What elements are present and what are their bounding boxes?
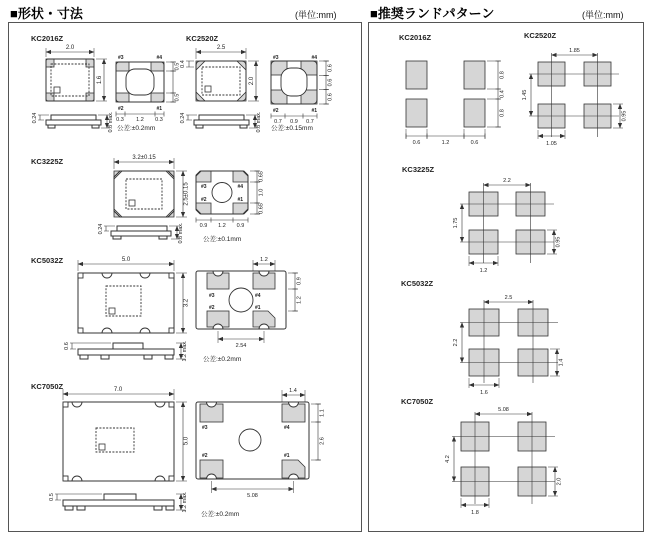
dim-side: 1.2 max. bbox=[182, 340, 188, 362]
dim-side: 0.8 max. bbox=[108, 111, 114, 133]
dim-height: 2.0 bbox=[249, 76, 255, 86]
kc7050z-land-label: KC7050Z bbox=[401, 397, 434, 406]
kc2016z-bottom-view bbox=[116, 62, 176, 117]
dim-side: 0.24 bbox=[180, 112, 186, 124]
dim-pad: 0.5 bbox=[174, 93, 181, 102]
pin-label: #4 bbox=[311, 55, 317, 61]
kc7050z-section bbox=[31, 382, 326, 518]
pin-label: #1 bbox=[284, 453, 290, 459]
dim-land: 0.6 bbox=[470, 140, 479, 146]
pin-label: #1 bbox=[255, 305, 261, 311]
dim-height: 2.5±0.15 bbox=[183, 182, 190, 206]
kc2016z-land-geometry bbox=[406, 61, 501, 139]
dim-pad: 0.9 bbox=[296, 277, 303, 285]
dim-width: 2.5 bbox=[216, 45, 226, 51]
pin-label: #2 bbox=[202, 453, 208, 459]
kc5032z-section bbox=[31, 256, 303, 363]
kc2016z-section bbox=[31, 34, 181, 133]
kc2520z-bottom-view bbox=[271, 61, 329, 119]
land-pattern-panel bbox=[368, 22, 644, 532]
kc5032z-side-view bbox=[70, 343, 185, 359]
tolerance-note: 公差:±0.2mm bbox=[203, 356, 242, 363]
kc5032z-land-geometry bbox=[460, 300, 560, 388]
tolerance-note: 公差:±0.2mm bbox=[117, 125, 156, 132]
kc2016z-top-view bbox=[46, 48, 107, 101]
dim-pad: 0.7 bbox=[274, 119, 282, 125]
kc7050z-bottom-view bbox=[196, 390, 321, 493]
dim-side: 0.8 max. bbox=[256, 111, 262, 133]
kc2016z-label: KC2016Z bbox=[31, 34, 64, 43]
kc2520z-land-geometry bbox=[529, 53, 623, 139]
land-pattern-drawing bbox=[369, 23, 643, 531]
kc5032z-land-section bbox=[401, 279, 565, 396]
pin-label: #4 bbox=[156, 55, 162, 61]
dim-land: 1.8 bbox=[471, 510, 479, 516]
kc2520z-side-view bbox=[186, 115, 258, 128]
dim-land: 1.2 bbox=[441, 140, 450, 146]
dim-pad: 1.2 bbox=[260, 257, 268, 263]
pin-label: #2 bbox=[201, 197, 207, 203]
land-unit-note: (単位:mm) bbox=[582, 10, 624, 20]
tolerance-note: 公差:±0.2mm bbox=[201, 511, 240, 518]
kc7050z-top-view bbox=[63, 389, 187, 481]
dim-pad: 0.7 bbox=[306, 119, 314, 125]
dim-land: 0.6 bbox=[412, 140, 421, 146]
pin-label: #2 bbox=[273, 108, 279, 114]
dim-pad: 0.9 bbox=[290, 119, 298, 125]
dim-pad: 0.9 bbox=[236, 223, 245, 229]
pin-label: #3 bbox=[202, 425, 208, 431]
pin-label: #1 bbox=[311, 108, 317, 114]
kc2520z-land-section bbox=[522, 31, 628, 147]
dim-land: 1.4 bbox=[558, 358, 565, 367]
dim-pad: 2.6 bbox=[319, 437, 326, 445]
dim-side: 0.5 bbox=[49, 493, 55, 501]
kc2520z-land-label: KC2520Z bbox=[524, 31, 557, 40]
dim-land: 2.5 bbox=[504, 295, 513, 301]
dim-land: 1.6 bbox=[480, 390, 488, 396]
pin-label: #3 bbox=[201, 184, 207, 190]
dim-land: 2.0 bbox=[556, 477, 563, 486]
pin-label: #3 bbox=[273, 55, 279, 61]
shape-unit-note: (単位:mm) bbox=[295, 10, 337, 20]
dim-pad: 0.6 bbox=[327, 78, 334, 87]
dim-width: 3.2±0.15 bbox=[132, 155, 156, 161]
dim-land: 1.85 bbox=[569, 48, 580, 54]
pin-label: #3 bbox=[209, 293, 215, 299]
kc7050z-land-section bbox=[401, 397, 563, 516]
dim-corner: 0.4 bbox=[180, 60, 186, 68]
dim-pad: 1.2 bbox=[136, 117, 144, 123]
dim-pad: 0.65 bbox=[258, 171, 265, 182]
dim-land: 2.2 bbox=[453, 338, 459, 347]
dim-pad: 0.65 bbox=[258, 203, 265, 214]
dim-side: 1.2 max. bbox=[182, 491, 188, 513]
dim-width: 7.0 bbox=[113, 387, 123, 393]
kc2520z-label: KC2520Z bbox=[186, 34, 219, 43]
kc2016z-land-section bbox=[399, 33, 506, 146]
dim-pad: 0.3 bbox=[116, 117, 124, 123]
dim-land: 0.8 bbox=[499, 71, 506, 79]
dim-land: 2.2 bbox=[503, 178, 511, 184]
shape-dimensions-panel bbox=[8, 22, 362, 532]
dim-height: 5.0 bbox=[183, 436, 190, 446]
dim-land: 1.45 bbox=[522, 89, 528, 101]
dim-pad: 1.0 bbox=[258, 188, 265, 197]
shape-dimensions-drawing bbox=[9, 23, 361, 531]
kc3225z-land-section bbox=[402, 165, 562, 274]
kc5032z-land-label: KC5032Z bbox=[401, 279, 434, 288]
pin-label: #4 bbox=[255, 293, 261, 299]
kc3225z-land-geometry bbox=[460, 183, 557, 266]
dim-width: 2.0 bbox=[65, 45, 75, 51]
dim-pad: 2.54 bbox=[235, 343, 247, 349]
kc2520z-section bbox=[180, 34, 334, 133]
dim-pad: 1.4 bbox=[289, 388, 297, 394]
dim-land: 5.08 bbox=[498, 407, 509, 413]
dim-land: 0.95 bbox=[555, 236, 562, 248]
dim-land: 0.4 bbox=[499, 90, 506, 98]
dim-side: 0.6 bbox=[64, 342, 70, 350]
tolerance-note: 公差:±0.1mm bbox=[203, 236, 242, 243]
dim-land: 1.2 bbox=[479, 268, 488, 274]
pin-label: #2 bbox=[118, 106, 124, 112]
kc3225z-side-view bbox=[104, 226, 180, 239]
kc7050z-side-view bbox=[55, 494, 185, 510]
pin-label: #4 bbox=[237, 184, 243, 190]
dim-land: 0.95 bbox=[621, 110, 628, 122]
kc3225z-top-view bbox=[114, 158, 187, 217]
kc3225z-section bbox=[31, 155, 265, 244]
kc5032z-label: KC5032Z bbox=[31, 256, 64, 265]
kc7050z-label: KC7050Z bbox=[31, 382, 64, 391]
dim-side: 0.24 bbox=[32, 112, 38, 124]
dim-pad: 5.08 bbox=[247, 493, 258, 499]
kc3225z-label: KC3225Z bbox=[31, 157, 64, 166]
pin-label: #4 bbox=[284, 425, 290, 431]
kc5032z-bottom-view bbox=[196, 260, 298, 343]
shape-dimensions-title: ■形状・寸法 bbox=[10, 6, 83, 21]
pin-label: #1 bbox=[237, 197, 243, 203]
kc7050z-land-geometry bbox=[452, 412, 558, 508]
tolerance-note: 公差:±0.15mm bbox=[271, 125, 313, 132]
dim-land: 1.75 bbox=[453, 217, 459, 229]
dim-width: 5.0 bbox=[121, 257, 131, 263]
dim-height: 1.6 bbox=[97, 75, 103, 85]
pin-label: #2 bbox=[209, 305, 215, 311]
dim-pad: 1.2 bbox=[296, 296, 303, 304]
pin-label: #1 bbox=[156, 106, 162, 112]
dim-pad: 1.1 bbox=[319, 409, 326, 417]
dim-pad: 0.3 bbox=[155, 117, 163, 123]
kc2520z-top-view bbox=[186, 48, 259, 101]
dim-pad: 0.9 bbox=[199, 223, 208, 229]
kc2016z-side-view bbox=[38, 115, 110, 128]
kc2016z-land-label: KC2016Z bbox=[399, 33, 432, 42]
kc5032z-top-view bbox=[78, 260, 187, 333]
dim-side: 0.8 max. bbox=[178, 222, 184, 244]
dim-pad: 0.5 bbox=[174, 62, 181, 71]
dim-height: 3.2 bbox=[183, 298, 190, 308]
dim-land: 0.8 bbox=[499, 109, 506, 117]
dim-pad: 1.2 bbox=[218, 223, 226, 229]
dim-pad: 0.6 bbox=[327, 93, 334, 101]
dim-side: 0.24 bbox=[98, 223, 104, 235]
dim-pad: 0.6 bbox=[327, 64, 334, 72]
kc3225z-land-label: KC3225Z bbox=[402, 165, 435, 174]
pin-label: #3 bbox=[118, 55, 124, 61]
dim-land: 1.05 bbox=[546, 141, 557, 147]
dim-land: 4.2 bbox=[445, 455, 451, 463]
land-pattern-title: ■推奨ランドパターン bbox=[370, 6, 495, 21]
